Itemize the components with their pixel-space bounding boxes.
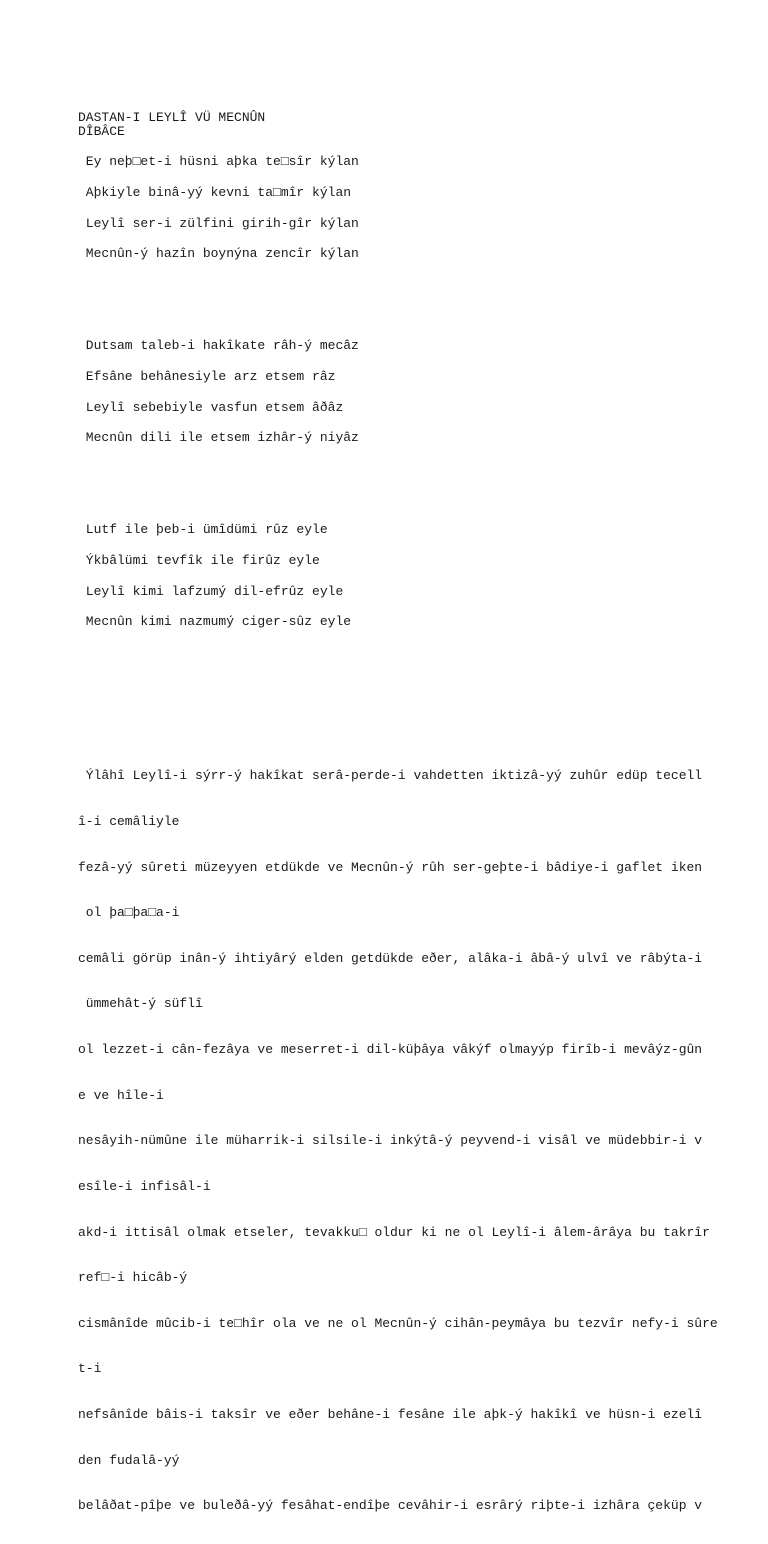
prose-block xyxy=(78,738,718,1544)
verse-line: Dutsam taleb-i hakîkate râh-ý mecâz xyxy=(78,338,359,353)
prose-line: e ve hîle-i xyxy=(78,1087,164,1103)
verse-line: Mecnûn-ý hazîn boynýna zencîr kýlan xyxy=(78,246,359,261)
prose-line: cismânîde mûcib-i te□hîr ola ve ne ol Mecnûn-ý cihân-peymâya bu tezvîr nefy-i sûre xyxy=(78,1315,718,1331)
verse-line: Leylî kimi lafzumý dil-efrûz eyle xyxy=(78,584,344,599)
prose-line: ol lezzet-i cân-fezâya ve meserret-i dil-küþâya vâkýf olmayýp firîb-i mevâýz-gûn xyxy=(78,1042,703,1058)
verse-line: Lutf ile þeb-i ümîdümi rûz eyle xyxy=(78,522,328,537)
prose-line: ümmehât-ý süflî xyxy=(78,996,203,1012)
verse-line: Leylî sebebiyle vasfun etsem âðâz xyxy=(78,400,344,415)
verse-line: Leylî ser-i zülfini girih-gîr kýlan xyxy=(78,216,359,231)
prose-line: fezâ-yý sûreti müzeyyen etdükde ve Mecnûn-ý rûh ser-geþte-i bâdiye-i gaflet iken xyxy=(78,859,703,875)
document-title: DASTAN-I LEYLÎ VÜ MECNÛN xyxy=(78,110,266,125)
prose-line: î-i cemâliyle xyxy=(78,814,180,830)
verse-line: Ey neþ□et-i hüsni aþka te□sîr kýlan xyxy=(78,154,359,169)
verse-line: Ýkbâlümi tevfîk ile firûz eyle xyxy=(78,553,320,568)
verse-line: Efsâne behânesiyle arz etsem râz xyxy=(78,369,336,384)
prose-line: den fudalâ-yý xyxy=(78,1452,180,1468)
verse-line: Mecnûn kimi nazmumý ciger-sûz eyle xyxy=(78,614,352,629)
verse-line: Mecnûn dili ile etsem izhâr-ý niyâz xyxy=(78,430,359,445)
document-subtitle: DÎBÂCE xyxy=(78,124,125,139)
prose-line: nesâyih-nümûne ile müharrik-i silsile-i inkýtâ-ý peyvend-i visâl ve müdebbir-i v xyxy=(78,1133,703,1149)
prose-line: esîle-i infisâl-i xyxy=(78,1178,211,1194)
prose-line: ol þa□þa□a-i xyxy=(78,905,180,921)
prose-line: belâðat-pîþe ve buleðâ-yý fesâhat-endîþe cevâhir-i esrârý riþte-i izhâra çeküp v xyxy=(78,1498,703,1514)
prose-line: t-i xyxy=(78,1361,102,1377)
prose-line: Ýlâhî Leylî-i sýrr-ý hakîkat serâ-perde-i vahdetten iktizâ-yý zuhûr edüp tecell xyxy=(78,768,703,784)
prose-line: akd-i ittisâl olmak etseler, tevakku□ oldur ki ne ol Leylî-i âlem-ârâya bu takrîr xyxy=(78,1224,710,1240)
prose-line: cemâli görüp inân-ý ihtiyârý elden getdükde eðer, alâka-i âbâ-ý ulvî ve râbýta-i xyxy=(78,950,703,966)
prose-line: ref□-i hicâb-ý xyxy=(78,1270,188,1286)
verse-line: Aþkiyle binâ-yý kevni ta□mîr kýlan xyxy=(78,185,352,200)
prose-line: nefsânîde bâis-i taksîr ve eðer behâne-i fesâne ile aþk-ý hakîkî ve hüsn-i ezelî xyxy=(78,1406,703,1422)
